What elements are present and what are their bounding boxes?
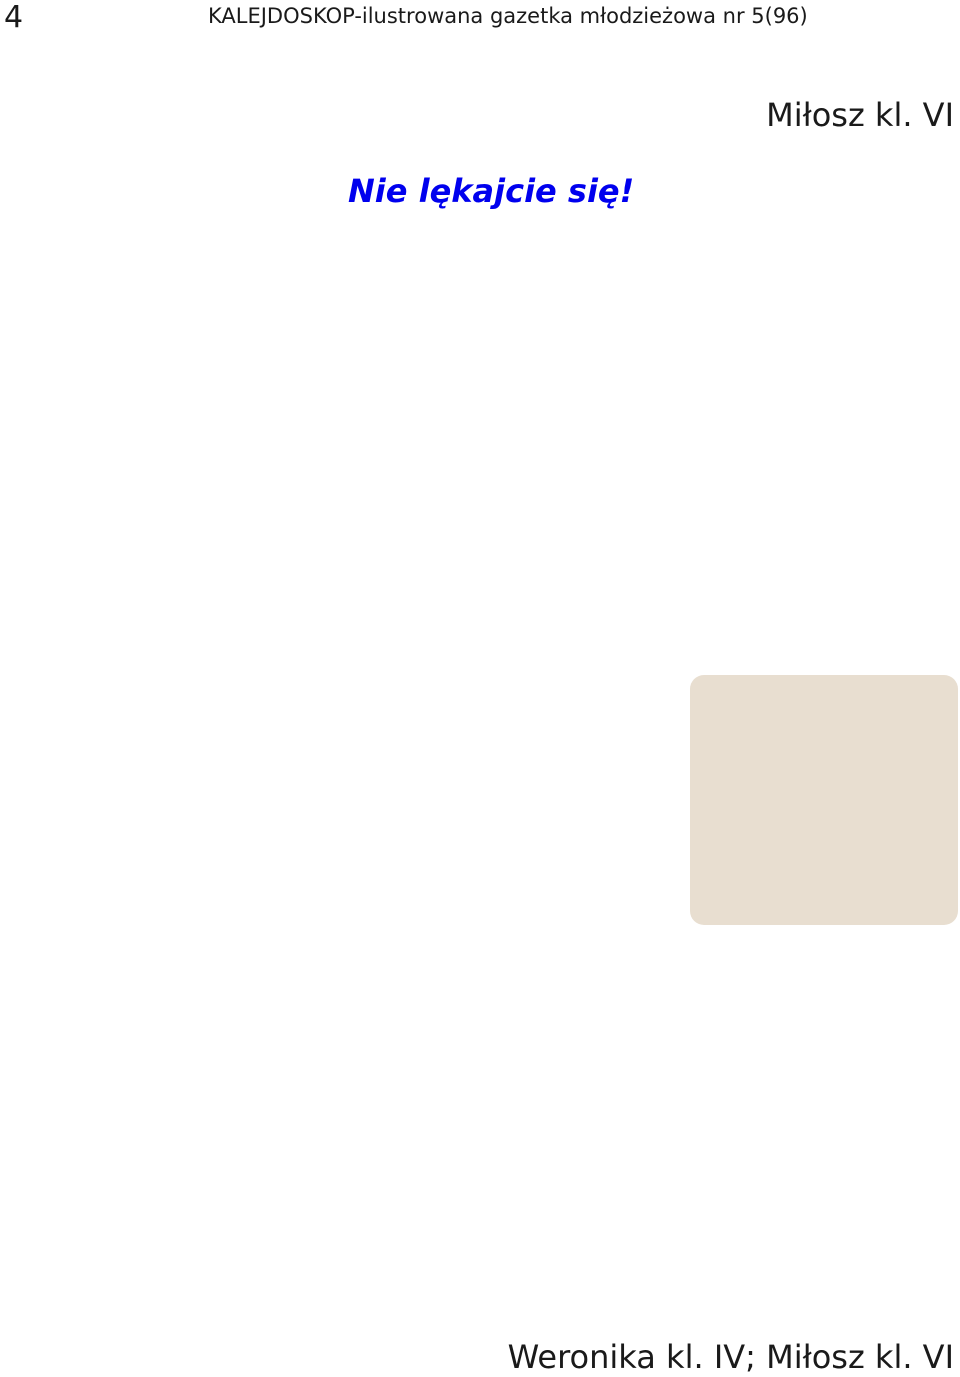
page-number: 4 bbox=[4, 0, 24, 35]
portrait-photo bbox=[690, 675, 958, 925]
author-byline: Miłosz kl. VI bbox=[766, 96, 954, 134]
publication-header: KALEJDOSKOP-ilustrowana gazetka młodzieżowa nr 5(96) bbox=[208, 4, 808, 28]
article-title: Nie lękajcie się! bbox=[348, 172, 635, 210]
closing-signature: Weronika kl. IV; Miłosz kl. VI bbox=[507, 1338, 954, 1376]
